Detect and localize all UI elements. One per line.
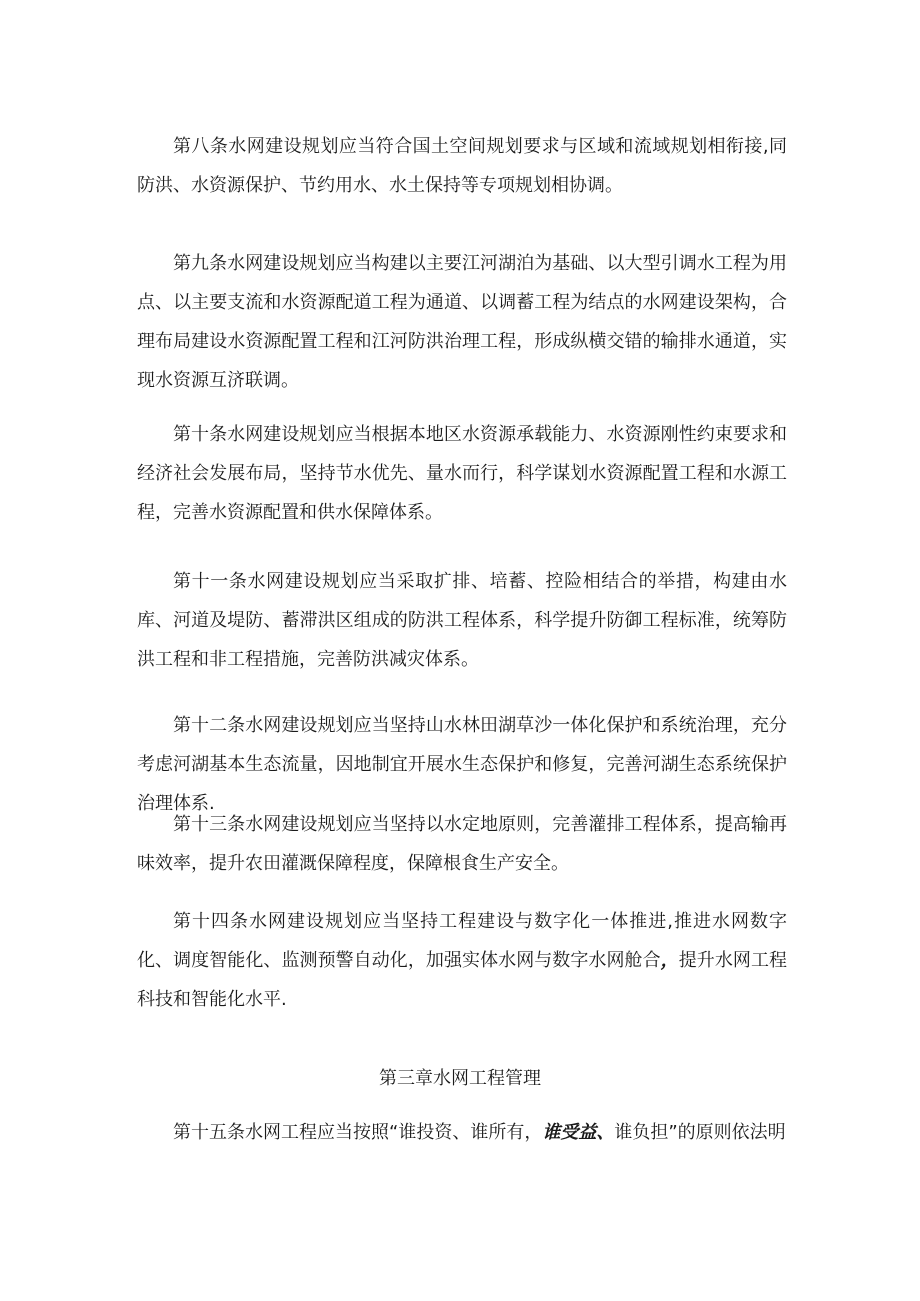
- article-15-part2: 谁受益、: [542, 1122, 615, 1143]
- article-12: 第十二条水网建设规划应当坚持山水林田湖草沙一体化保护和系统治理，充分考虑河湖基本生态流量，因地制宜开展水生态保护和修复，完善河湖生态系统保护治理体系.: [137, 715, 787, 814]
- article-11: 第十一条水网建设规划应当采取扩排、培蓄、控险相结合的举措，构建由水库、河道及堤防、蓄滞洪区组成的防洪工程体系，科学提升防御工程标准，统筹防洪工程和非工程措施，完善防洪减灾体系。: [137, 571, 787, 670]
- chapter-heading: 第三章水网工程管理: [379, 1068, 541, 1089]
- article-13: 第十三条水网建设规划应当坚持以水定地原则，完善灌排工程体系，提高输再味效率，提升农田灌溉保障程度，保障根食生产安全。: [137, 814, 787, 874]
- article-14-comma: ，: [660, 950, 679, 971]
- article-14-text-c: 提升水网工程科技和智能化水平.: [137, 950, 788, 1010]
- article-8: 第八条水网建设规划应当符合国土空间规划要求与区域和流域规划相衔接,同防洪、水资源保护、节约用水、水土保持等专项规划相协调。: [137, 136, 787, 196]
- article-10: 第十条水网建设规划应当根据本地区水资源承载能力、水资源刚性约束要求和经济社会发展布局，坚持节水优先、量水而行，科学谋划水资源配置工程和水源工程，完善水资源配置和供水保障体系。: [137, 424, 787, 523]
- article-15-part1: 第十五条水网工程应当按照“谁投资、谁所有，: [173, 1122, 543, 1143]
- article-9: 第九条水网建设规划应当构建以主要江河湖泊为基础、以大型引调水工程为用点、以主要支流和水资源配道工程为通道、以调蓄工程为结点的水网建设架构，合理布局建设水资源配置工程和江河防洪治理工程，形成纵横交错的输排水通道，实现水资源互济联调。: [137, 253, 787, 391]
- article-14-text-a: 第十四条水网建设规划应当坚持工程建设与数字化一体推进,推进水网数字化、调度智能化、监测预警自动化，加强实体水网与数字水网舱合: [137, 911, 787, 971]
- article-15-part3: 谁负担”的原则依法明: [614, 1122, 786, 1143]
- article-14: [137, 902, 787, 1019]
- article-15: [137, 1113, 787, 1152]
